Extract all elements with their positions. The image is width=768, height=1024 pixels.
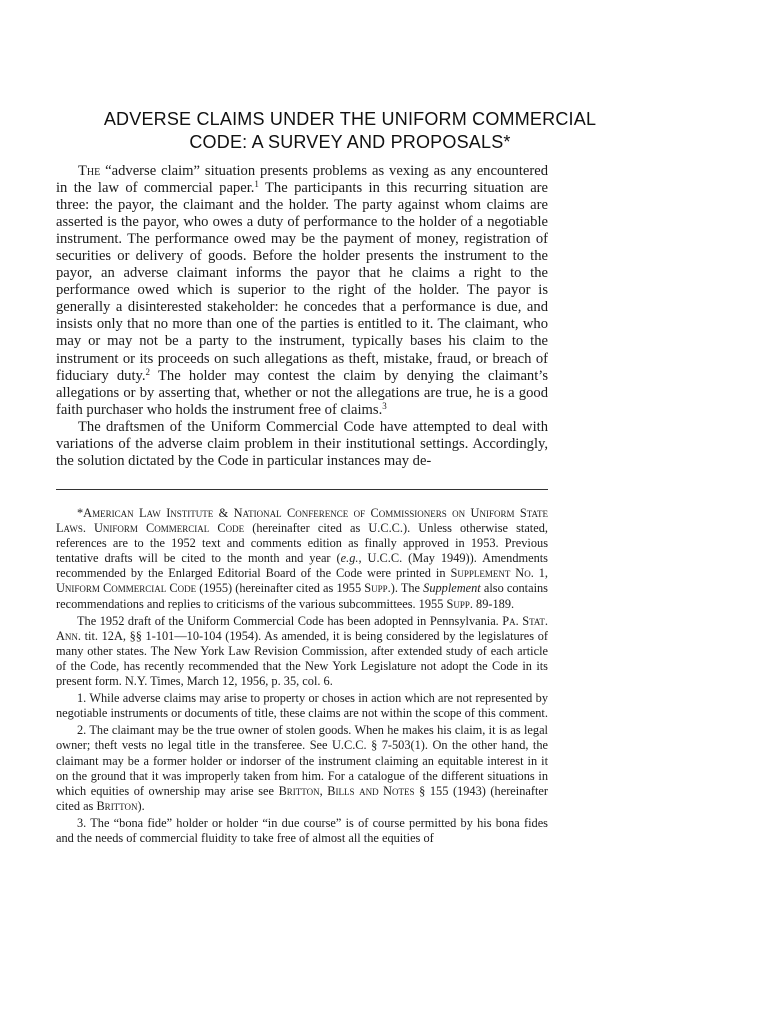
footnote-2: 2. The claimant may be the true owner of stolen goods. When he makes his claim, it is as legal owner; theft vests no legal title in the transferee. See U.C.C. § 7-503(1). On the other hand, the claimant may be a former holder or indorser of the instrument claiming an equitable interest in it on the ground that it was improperly taken from him. For a catalogue of the different situations in which equities of ownership may arise see Britton, Bills and Notes § 155 (1943) (hereinafter cited as Britton).: [56, 723, 548, 813]
body-text-segment: “adverse claim” situation presents problems as vexing as any encountered in the law of commercial paper.: [56, 163, 548, 197]
footnote-ref-2[interactable]: 2: [145, 366, 151, 377]
footnotes: [56, 506, 548, 846]
body-text-segment: The participants in this recurring situation are three: the payor, the claimant and the holder. The party against whom claims are asserted is the payor, who owes a duty of performance to the holder of a negotiable instrument. The performance owed may be the payment of money, registration of securities or delivery of goods. Before the holder presents the instrument to the payor, an adverse claimant informs the payor that he claims a right to the performance owed which is superior to the right of the holder. The payor is generally a disinterested stakeholder: he concedes that a performance is due, and insists only that no more than one of the parties is entitled to it. The claimant, who may or may not be a party to the instrument, typically bases his claim to the instrument or its proceeds on such allegations as theft, mistake, fraud, or breach of fiduciary duty.: [56, 180, 549, 384]
article-title: [50, 108, 650, 154]
title-line-2: CODE: A SURVEY AND PROPOSALS*: [189, 132, 511, 152]
footnote-divider: [56, 489, 548, 490]
footnote-star: *American Law Institute & National Conference of Commissioners on Uniform State Laws. Uniform Commercial Code (hereinafter cited as U.C.C.). Unless otherwise stated, references are to the 1952 text and comments edition as finally approved in 1953. Previous tentative drafts will be cited to the month and year (e.g., U.C.C. (May 1949)). Amendments recommended by the Enlarged Editorial Board of the Code were printed in Supplement No. 1, Uniform Commercial Code (1955) (hereinafter cited as 1955 Supp.). The Supplement also contains recommendations and replies to criticisms of the various subcommittees. 1955 Supp. 89-189.: [56, 506, 549, 611]
footnote-1: 1. While adverse claims may arise to property or choses in action which are not represented by negotiable instruments or documents of title, these claims are not within the scope of this comment.: [56, 691, 548, 721]
title-line-1: ADVERSE CLAIMS UNDER THE UNIFORM COMMERCIAL: [103, 109, 597, 129]
footnote-star-continued: The 1952 draft of the Uniform Commercial Code has been adopted in Pennsylvania. Pa. Stat. Ann. tit. 12A, §§ 1-101—10-104 (1954). As amended, it is being considered by the legislatures of many other states. The New York Law Revision Commission, after extended study of each article of the Code, has recently recommended that the New York Legislature not adopt the Code in its present form. N.Y. Times, March 12, 1956, p. 35, col. 6.: [56, 613, 548, 689]
footnote-ref-1[interactable]: 1: [254, 179, 259, 190]
body-paragraph-2: The draftsmen of the Uniform Commercial Code have attempted to deal with variations of the adverse claim problem in their institutional settings. Accordingly, the solution dictated by the Code in particular instances may de-: [56, 418, 548, 469]
footnote-ref-3[interactable]: 3: [382, 400, 387, 411]
footnote-3: 3. The “bona fide” holder or holder “in due course” is of course permitted by his bona fides and the needs of commercial fluidity to take free of almost all the equities of: [56, 815, 548, 845]
opening-word: The: [78, 163, 101, 179]
body-paragraph-1: [56, 163, 548, 419]
article-body: [56, 163, 548, 470]
body-text-segment: The holder may contest the claim by denying the claimant’s allegations or by asserting that, whether or not the allegations are true, he is a good faith purchaser who holds the instrument free of claims.: [56, 367, 549, 418]
